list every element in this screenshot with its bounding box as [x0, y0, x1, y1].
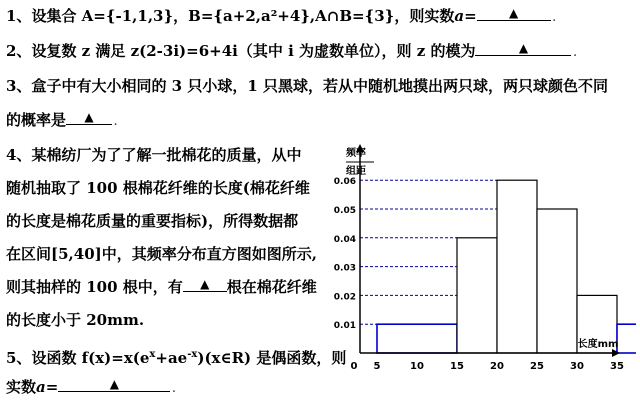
q1-text: 设集合 A={-1,1,3}，B={a+2,a²+4},A∩B={3}，则实数 — [31, 7, 455, 25]
histogram-bar-20-25 — [497, 180, 537, 353]
q3-answer-blank[interactable] — [66, 110, 112, 125]
question-4-line-2 — [6, 178, 310, 198]
q5-eq: = — [45, 378, 59, 396]
q1-number: 1、 — [6, 7, 32, 25]
histogram-bar-15-20 — [457, 238, 497, 353]
triangle-icon: ▲ — [84, 110, 94, 124]
question-4-line-5 — [6, 277, 317, 297]
x-tick-label-35: 35 — [610, 361, 624, 372]
q3-text-line1: 盒子中有大小相同的 3 只小球，1 只黑球，若从中随机地摸出两只球，两只球颜色不同 — [31, 77, 608, 95]
y-tick-label-0.02: 0.02 — [333, 292, 356, 303]
q5-text-line2: 实数 — [6, 378, 37, 396]
question-4-line-1 — [6, 145, 301, 165]
question-4-line-4 — [6, 244, 317, 264]
question-3-line-2 — [6, 110, 117, 133]
frequency-histogram — [330, 140, 636, 380]
q4-text-line5-pre: 则其抽样的 100 根中，有 — [6, 278, 183, 296]
q5-number: 5、 — [6, 349, 32, 367]
q5-text-pre: 设函数 f(x)=x(e — [31, 349, 150, 367]
q4-text-line3: 的长度是棉花质量的重要指标)，所得数据都 — [6, 212, 299, 230]
origin-label: 0 — [350, 361, 358, 372]
x-tick-label-30: 30 — [570, 361, 584, 372]
question-3-line-1 — [6, 76, 608, 96]
x-tick-label-5: 5 — [373, 361, 381, 372]
triangle-icon: ▲ — [200, 277, 210, 291]
histogram-bar-35-40 — [617, 324, 636, 353]
q2-number: 2、 — [6, 42, 32, 60]
x-tick-label-25: 25 — [530, 361, 544, 372]
question-5-line-2 — [6, 377, 175, 400]
q2-answer-blank[interactable] — [475, 41, 571, 56]
q4-text-line5-post: 根在棉花纤维 — [226, 278, 317, 296]
q4-number: 4、 — [6, 146, 32, 164]
y-tick-label-0.06: 0.06 — [333, 177, 356, 188]
q3-end-mark: . — [114, 118, 118, 128]
q5-text-post: )(x∈R) 是偶函数，则 — [197, 349, 347, 367]
y-axis-label-top: 频率 — [346, 148, 366, 159]
histogram-bar-5-15 — [377, 324, 457, 353]
q5-sup-2: -x — [187, 349, 198, 360]
question-2 — [6, 41, 577, 64]
q4-text-line1: 某棉纺厂为了了解一批棉花的质量，从中 — [31, 146, 302, 164]
q4-text-line2: 随机抽取了 100 根棉花纤维的长度(棉花纤维 — [6, 179, 310, 197]
q2-end-mark: . — [573, 49, 577, 59]
q1-var: a — [454, 7, 465, 25]
q3-number: 3、 — [6, 77, 32, 95]
y-tick-label-0.01: 0.01 — [333, 321, 356, 332]
y-tick-label-0.05: 0.05 — [333, 206, 356, 216]
q5-sup-1: x — [149, 349, 156, 360]
q5-var: a — [36, 378, 46, 396]
q3-text-line2: 的概率是 — [6, 111, 67, 129]
x-tick-label-10: 10 — [410, 361, 424, 372]
q5-answer-blank[interactable] — [58, 377, 170, 392]
q4-text-line4: 在区间[5,40]中，其频率分布直方图如图所示, — [6, 245, 317, 263]
y-tick-label-0.04: 0.04 — [333, 234, 356, 245]
q4-text-line6: 的长度小于 20mm. — [6, 311, 145, 329]
triangle-icon: ▲ — [518, 41, 529, 55]
question-4-line-3 — [6, 211, 298, 231]
question-1 — [6, 6, 556, 29]
q1-end-mark: . — [552, 14, 556, 24]
triangle-icon: ▲ — [509, 6, 519, 20]
x-tick-label-20: 20 — [490, 361, 504, 372]
y-tick-label-0.03: 0.03 — [333, 263, 356, 274]
q5-text-mid: +ae — [155, 349, 188, 367]
y-axis-label-bottom: 组距 — [346, 166, 366, 177]
question-4-line-6 — [6, 310, 144, 330]
q1-answer-blank[interactable] — [477, 6, 551, 21]
question-5-line-1 — [6, 345, 346, 368]
q1-eq: = — [464, 7, 477, 25]
histogram-bar-25-30 — [537, 209, 577, 353]
x-tick-label-15: 15 — [450, 361, 464, 372]
x-axis-label: 长度mm — [577, 339, 619, 350]
q4-answer-blank[interactable] — [183, 277, 227, 292]
q2-text: 设复数 z 满足 z(2-3i)=6+4i（其中 i 为虚数单位），则 z 的模为 — [31, 42, 476, 60]
q5-end-mark: . — [172, 385, 176, 395]
triangle-icon: ▲ — [109, 377, 119, 391]
